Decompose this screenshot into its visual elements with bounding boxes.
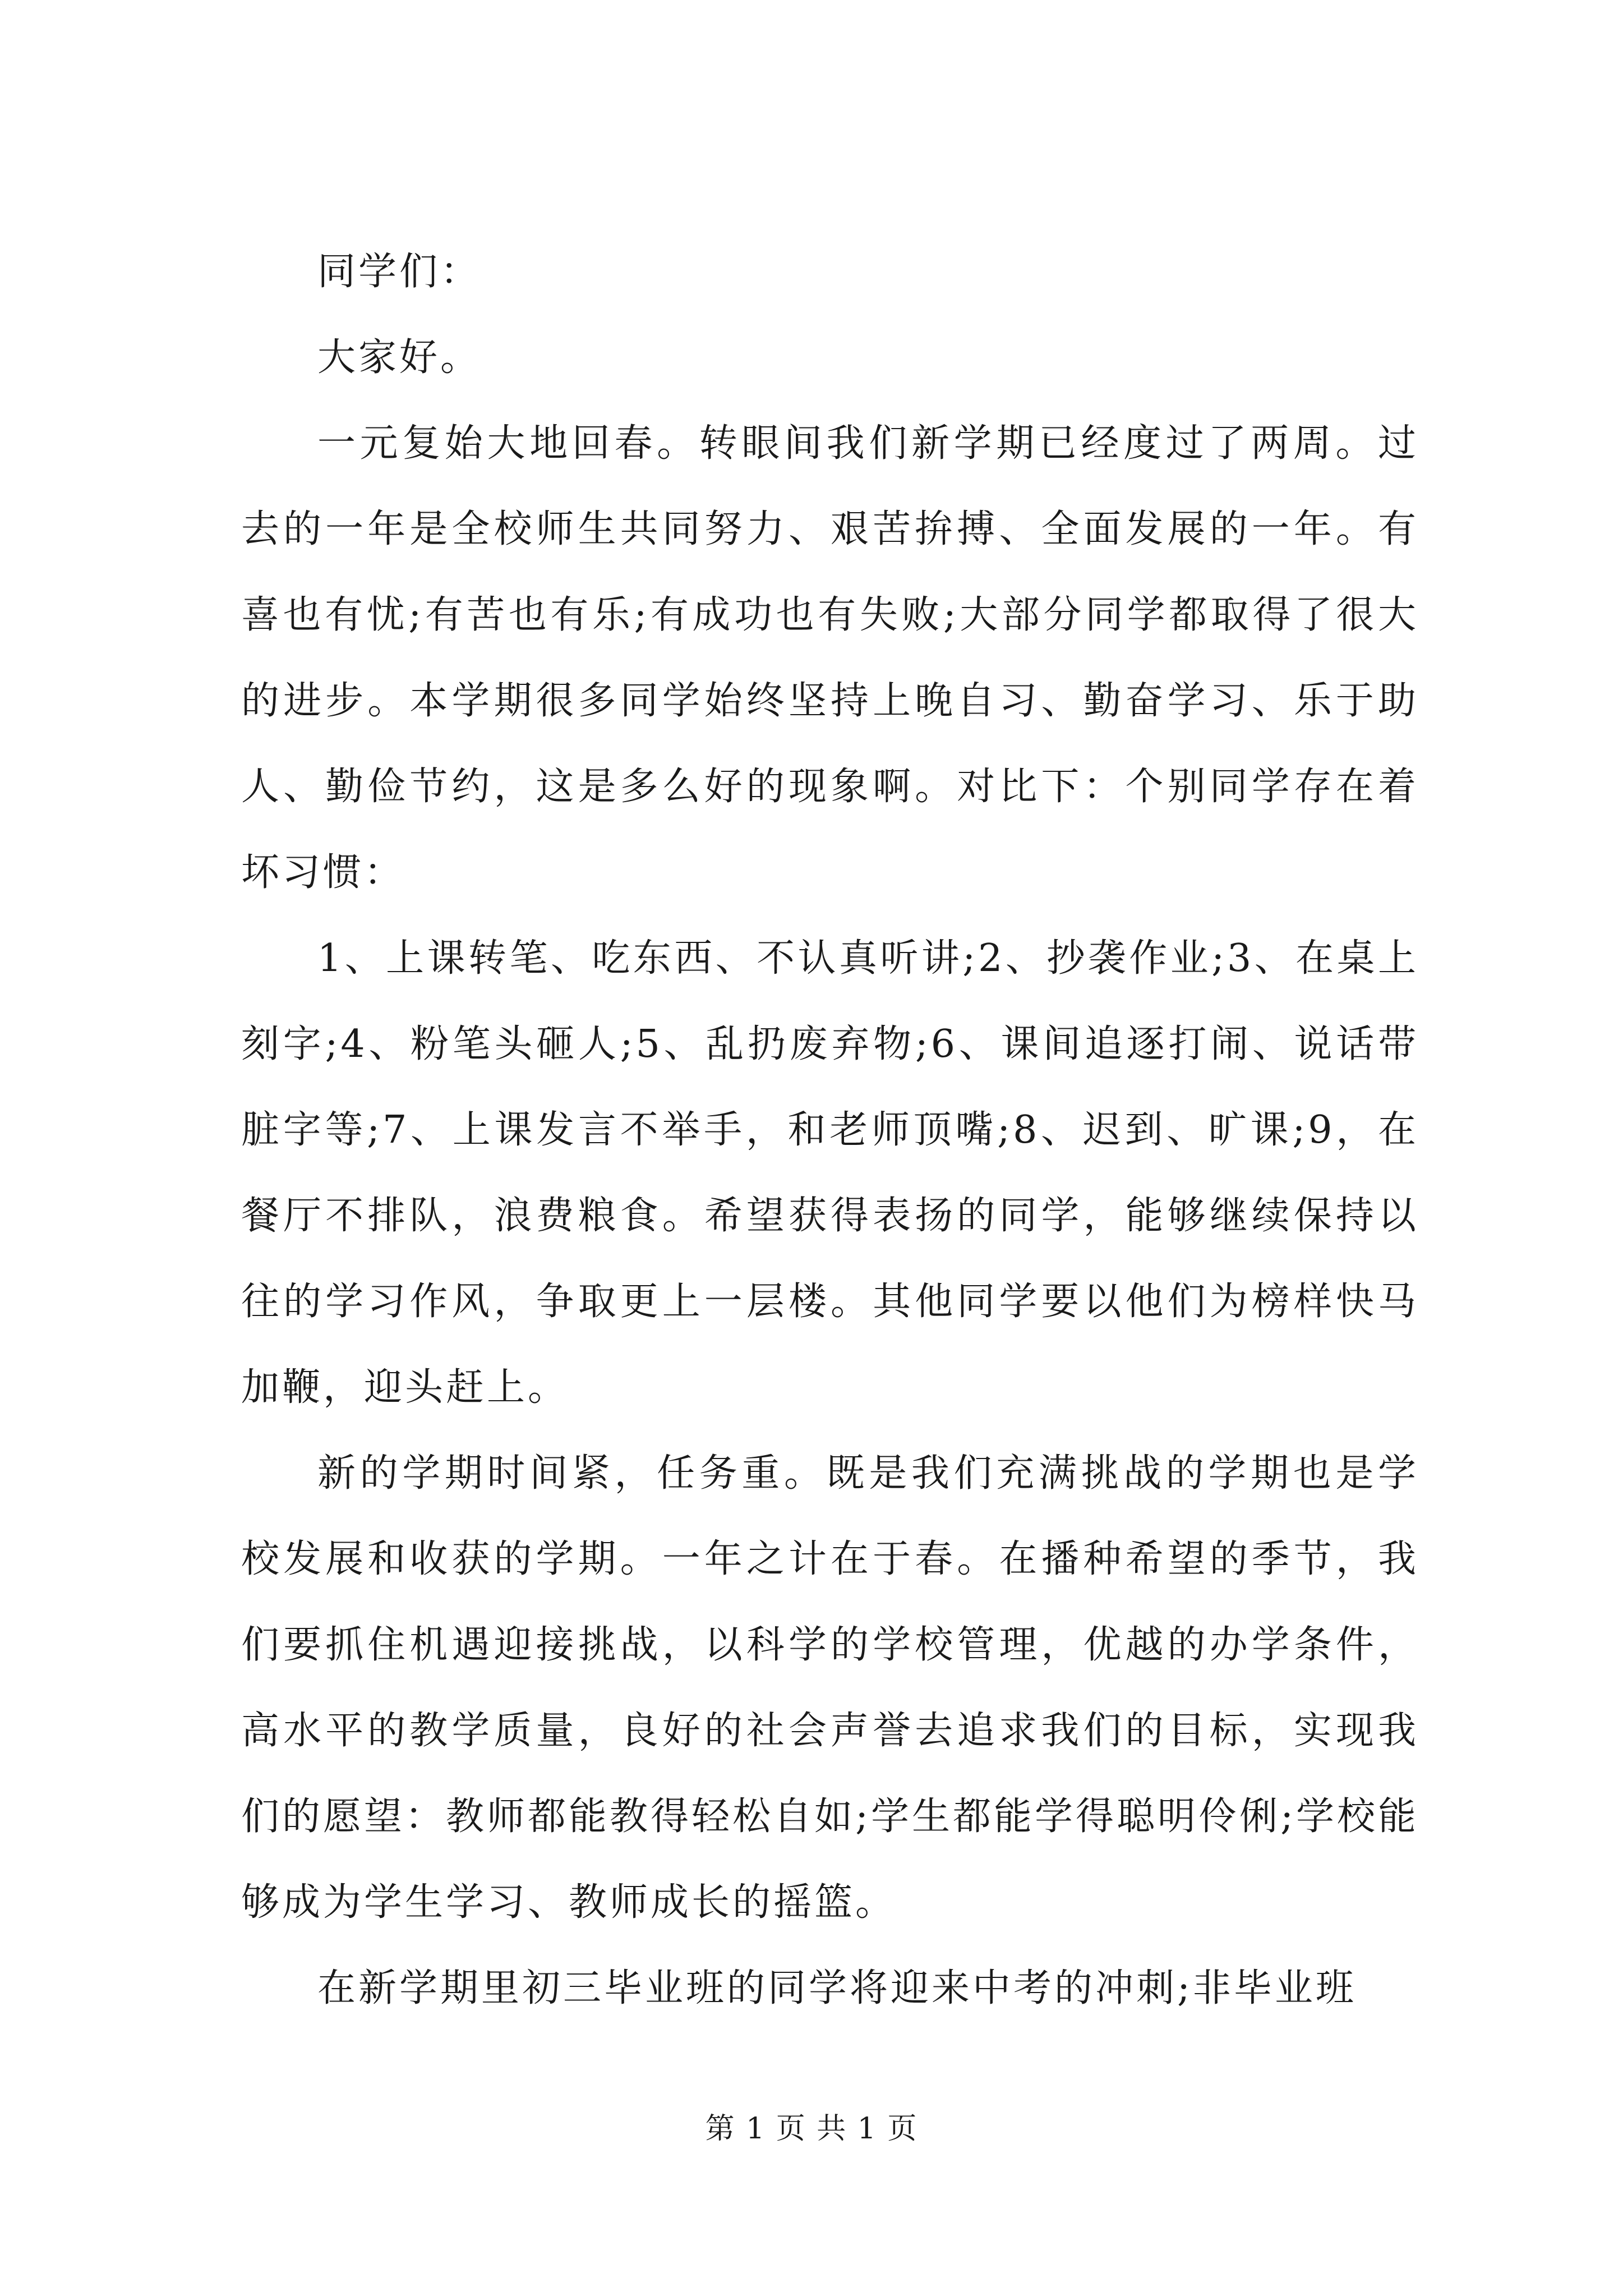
paragraph-salutation: 同学们： (317, 250, 482, 294)
paragraph-greeting: 大家好。 (317, 335, 482, 380)
document-body (241, 229, 1419, 2031)
page-number-footer: 第 1 页 共 1 页 (705, 2112, 918, 2146)
paragraph-intro: 一元复始大地回春。转眼间我们新学期已经度过了两周。过去的一年是全校师生共同努力、艰苦拚搏、全面发展的一年。有喜也有忧;有苦也有乐;有成功也有失败;大部分同学都取得了很大的进步。本学期很多同学始终坚持上晚自习、勤奋学习、乐于助人、勤俭节约，这是多么好的现象啊。对比下：个别同学存在着坏习惯： (241, 421, 1419, 895)
paragraph-graduating-class: 在新学期里初三毕业班的同学将迎来中考的冲刺;非毕业班 (317, 1966, 1357, 2010)
paragraph-new-semester: 新的学期时间紧，任务重。既是我们充满挑战的学期也是学校发展和收获的学期。一年之计在于春。在播种希望的季节，我们要抓住机遇迎接挑战，以科学的学校管理，优越的办学条件，高水平的教学质量，良好的社会声誉去追求我们的目标，实现我们的愿望：教师都能教得轻松自如;学生都能学得聪明伶俐;学校能够成为学生学习、教师成长的摇篮。 (241, 1451, 1419, 1925)
paragraph-bad-habits-list: 1、上课转笔、吃东西、不认真听讲;2、抄袭作业;3、在桌上刻字;4、粉笔头砸人;5、乱扔废弃物;6、课间追逐打闹、说话带脏字等;7、上课发言不举手，和老师顶嘴;8、迟到、旷课;9，在餐厅不排队，浪费粮食。希望获得表扬的同学，能够继续保持以往的学习作风，争取更上一层楼。其他同学要以他们为榜样快马加鞭，迎头赶上。 (241, 936, 1419, 1410)
